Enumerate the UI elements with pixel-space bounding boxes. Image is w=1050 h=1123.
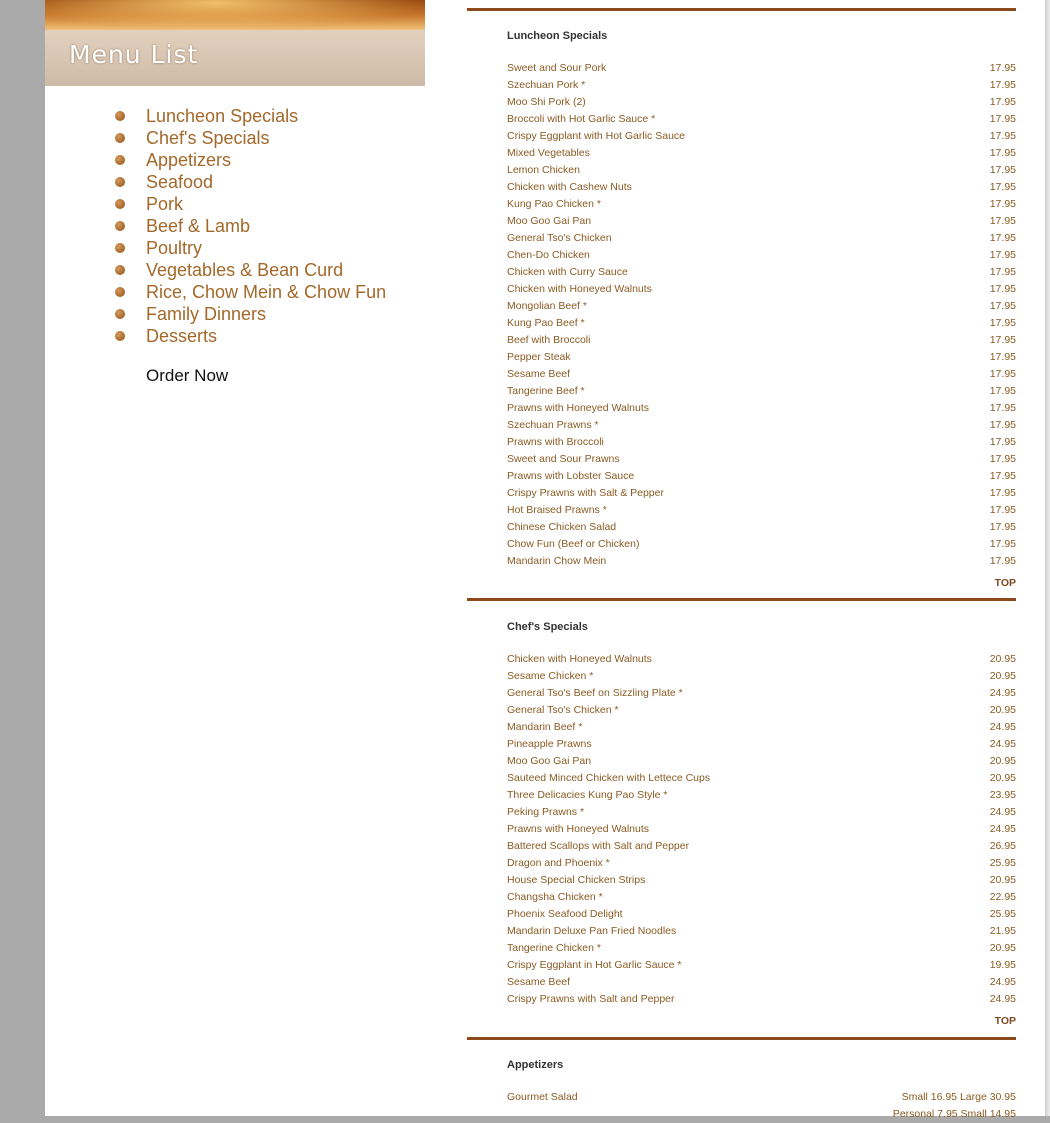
menu-item-row [507,60,1016,77]
menu-item-row [507,974,1016,991]
menu-item-price: 17.95 [989,113,1016,125]
bullet-icon [115,133,125,143]
menu-item-name: Szechuan Pork * [507,79,586,91]
menu-item-row [507,349,1016,366]
menu-item-name: General Tso's Chicken [507,232,612,244]
nav-label: Appetizers [146,150,232,170]
menu-item-price: 26.95 [989,840,1016,852]
menu-item-price: 17.95 [989,436,1016,448]
top-link[interactable]: TOP [994,577,1016,589]
menu-item-name: Lemon Chicken [507,164,580,176]
page [45,0,1045,1120]
menu-item-row [507,383,1016,400]
nav-item-luncheon-specials[interactable] [115,105,386,127]
menu-item-row [507,668,1016,685]
bullet-icon [115,155,125,165]
menu-item-name: Battered Scallops with Salt and Pepper [507,840,690,852]
menu-item-row [507,702,1016,719]
menu-item-price: 17.95 [989,232,1016,244]
nav-item-desserts[interactable] [115,325,386,347]
bullet-icon [115,287,125,297]
menu-item-price: 24.95 [989,976,1016,988]
menu-item-price: 17.95 [989,249,1016,261]
menu-item-price: 17.95 [989,368,1016,380]
menu-item-row [507,196,1016,213]
menu-item-price: 17.95 [989,130,1016,142]
menu-item-row [507,434,1016,451]
menu-item-price: 17.95 [989,198,1016,210]
nav-label: Family Dinners [146,304,267,324]
menu-item-name: Moo Goo Gai Pan [507,755,592,767]
menu-item-name: Sesame Chicken * [507,670,594,682]
menu-item-row [507,179,1016,196]
menu-item-name: House Special Chicken Strips [507,874,646,886]
menu-item-price: 24.95 [989,823,1016,835]
menu-item-name: Sesame Beef [507,368,571,380]
item-list [507,1089,1016,1123]
menu-item-price: 20.95 [989,670,1016,682]
bullet-icon [115,111,125,121]
item-list [507,60,1016,570]
menu-item-row [507,787,1016,804]
menu-item-row [507,315,1016,332]
section-title: Luncheon Specials [507,30,608,42]
menu-item-name: Crispy Eggplant with Hot Garlic Sauce [507,130,685,142]
nav-item-appetizers[interactable] [115,149,386,171]
menu-item-row [507,281,1016,298]
menu-item-row [507,736,1016,753]
nav-label: Rice, Chow Mein & Chow Fun [146,282,387,302]
menu-item-name: Three Delicacies Kung Pao Style * [507,789,668,801]
bullet-icon [115,199,125,209]
menu-item-row [507,451,1016,468]
bullet-icon [115,243,125,253]
menu-list-banner [45,0,425,86]
menu-item-price: 17.95 [989,164,1016,176]
order-now-link[interactable]: Order Now [146,366,229,385]
menu-item-name: Mandarin Deluxe Pan Fried Noodles [507,925,677,937]
menu-item-row [507,111,1016,128]
menu-item-row [507,94,1016,111]
menu-item-price: 17.95 [989,215,1016,227]
menu-item-row [507,753,1016,770]
menu-item-row [507,519,1016,536]
menu-item-price: 17.95 [989,385,1016,397]
menu-item-name: Mandarin Beef * [507,721,583,733]
menu-item-price: 17.95 [989,419,1016,431]
banner-food-photo [45,0,425,30]
menu-item-name: General Tso's Chicken * [507,704,619,716]
menu-item-name: Hot Braised Prawns * [507,504,607,516]
menu-item-price: 17.95 [989,487,1016,499]
menu-item-price: 17.95 [989,317,1016,329]
top-link[interactable]: TOP [994,1015,1016,1027]
menu-item-name: Crispy Prawns with Salt and Pepper [507,993,675,1005]
menu-item-price: 20.95 [989,704,1016,716]
menu-item-price: 17.95 [989,470,1016,482]
menu-item-name: Pepper Steak [507,351,571,363]
item-list [507,651,1016,1008]
menu-item-name: Kung Pao Chicken * [507,198,601,210]
menu-item-name: Tangerine Chicken * [507,942,601,954]
nav-label: Desserts [146,326,218,346]
menu-item-price: 25.95 [989,857,1016,869]
menu-item-price: 24.95 [989,687,1016,699]
menu-item-name: General Tso's Beef on Sizzling Plate * [507,687,683,699]
nav-item-rice-chow-mein[interactable] [115,281,386,303]
menu-item-row [507,651,1016,668]
menu-item-price: 17.95 [989,334,1016,346]
bullet-icon [115,331,125,341]
nav-label: Pork [146,194,184,214]
menu-item-price: 20.95 [989,874,1016,886]
menu-item-price: 17.95 [989,283,1016,295]
nav-label: Poultry [146,238,203,258]
nav-item-poultry[interactable] [115,237,386,259]
nav-item-chefs-specials[interactable] [115,127,386,149]
menu-item-name: Moo Shi Pork (2) [507,96,586,108]
menu-item-price: 17.95 [989,538,1016,550]
menu-item-price: 17.95 [989,402,1016,414]
menu-item-row [507,1106,1016,1123]
menu-item-row [507,923,1016,940]
menu-item-price: Personal 7.95 Small 14.95 [892,1108,1016,1120]
menu-item-row [507,213,1016,230]
nav-label: Vegetables & Bean Curd [146,260,344,280]
menu-item-row [507,502,1016,519]
menu-item-name: Prawns with Honeyed Walnuts [507,402,650,414]
menu-item-name: Mixed Vegetables [507,147,590,159]
menu-item-price: 17.95 [989,521,1016,533]
section-title: Chef's Specials [507,621,588,633]
menu-item-name: Dragon and Phoenix * [507,857,610,869]
menu-item-name: Chicken with Cashew Nuts [507,181,632,193]
menu-item-name: Mandarin Chow Mein [507,555,607,567]
nav-label: Seafood [146,172,214,192]
nav-item-vegetables-bean-curd[interactable] [115,259,386,281]
menu-item-row [507,821,1016,838]
page-edge-shadow [1045,0,1050,1116]
category-nav [115,105,386,347]
menu-item-row [507,889,1016,906]
menu-item-row [507,145,1016,162]
nav-label: Chef's Specials [146,128,270,148]
menu-item-name: Kung Pao Beef * [507,317,585,329]
section-divider [467,598,1016,601]
section-divider [467,1037,1016,1040]
menu-item-price: 17.95 [989,351,1016,363]
menu-item-row [507,872,1016,889]
menu-item-price: 19.95 [989,959,1016,971]
menu-item-price: 24.95 [989,738,1016,750]
menu-item-name: Chen-Do Chicken [507,249,590,261]
menu-item-row [507,906,1016,923]
menu-item-name: Chicken with Honeyed Walnuts [507,653,652,665]
menu-item-name: Prawns with Lobster Sauce [507,470,635,482]
menu-item-name: Sauteed Minced Chicken with Lettece Cups [507,772,711,784]
menu-item-row [507,366,1016,383]
menu-item-name: Broccoli with Hot Garlic Sauce * [507,113,656,125]
menu-item-row [507,838,1016,855]
bullet-icon [115,221,125,231]
menu-item-name: Crispy Prawns with Salt & Pepper [507,487,664,499]
nav-label: Beef & Lamb [146,216,251,236]
menu-item-price: 20.95 [989,755,1016,767]
menu-item-row [507,536,1016,553]
nav-item-seafood[interactable] [115,171,386,193]
banner-title: Menu List [69,40,199,69]
menu-item-row [507,991,1016,1008]
menu-item-price: 17.95 [989,555,1016,567]
section-divider [467,8,1016,11]
menu-item-row [507,128,1016,145]
menu-item-price: 22.95 [989,891,1016,903]
menu-item-name: Moo Goo Gai Pan [507,215,592,227]
menu-item-name: Chicken with Curry Sauce [507,266,628,278]
menu-item-row [507,400,1016,417]
menu-item-name: Peking Prawns * [507,806,585,818]
menu-item-name: Prawns with Honeyed Walnuts [507,823,650,835]
menu-item-name: Changsha Chicken * [507,891,603,903]
menu-item-row [507,855,1016,872]
menu-item-name: Sweet and Sour Prawns [507,453,620,465]
bullet-icon [115,309,125,319]
menu-item-price: 24.95 [989,993,1016,1005]
menu-item-row [507,485,1016,502]
menu-item-name: Phoenix Seafood Delight [507,908,623,920]
menu-item-name: Pineapple Prawns [507,738,592,750]
menu-item-row [507,230,1016,247]
menu-item-name: Crispy Eggplant in Hot Garlic Sauce * [507,959,682,971]
menu-item-price: 21.95 [989,925,1016,937]
menu-item-name: Chicken with Honeyed Walnuts [507,283,652,295]
menu-item-row [507,298,1016,315]
menu-item-row [507,162,1016,179]
menu-item-row [507,332,1016,349]
menu-item-name: Sweet and Sour Pork [507,62,607,74]
menu-item-row [507,719,1016,736]
menu-item-row [507,957,1016,974]
menu-item-price: 17.95 [989,181,1016,193]
menu-item-row [507,770,1016,787]
menu-item-row [507,417,1016,434]
bullet-icon [115,265,125,275]
menu-item-price: 17.95 [989,79,1016,91]
menu-item-price: 23.95 [989,789,1016,801]
menu-item-name: Mongolian Beef * [507,300,587,312]
menu-item-name: Chinese Chicken Salad [507,521,617,533]
menu-item-price: 17.95 [989,300,1016,312]
menu-item-price: 17.95 [989,453,1016,465]
menu-item-row [507,940,1016,957]
menu-item-row [507,1089,1016,1106]
menu-item-name: Szechuan Prawns * [507,419,599,431]
menu-item-price: 20.95 [989,942,1016,954]
section-title: Appetizers [507,1059,564,1071]
menu-item-name: Tangerine Beef * [507,385,585,397]
menu-item-price: 17.95 [989,96,1016,108]
menu-item-row [507,77,1016,94]
nav-item-beef-lamb[interactable] [115,215,386,237]
menu-item-price: 17.95 [989,266,1016,278]
menu-item-row [507,468,1016,485]
nav-item-pork[interactable] [115,193,386,215]
menu-item-price: 24.95 [989,806,1016,818]
menu-item-name: Gourmet Salad [507,1091,578,1103]
nav-label: Luncheon Specials [146,106,299,126]
menu-item-price: 20.95 [989,772,1016,784]
menu-item-price: 20.95 [989,653,1016,665]
menu-item-row [507,685,1016,702]
menu-item-name: Prawns with Broccoli [507,436,604,448]
menu-item-price: 17.95 [989,147,1016,159]
bullet-icon [115,177,125,187]
menu-item-row [507,804,1016,821]
menu-item-row [507,247,1016,264]
menu-item-price: 24.95 [989,721,1016,733]
menu-item-price: Small 16.95 Large 30.95 [901,1091,1016,1103]
menu-item-row [507,264,1016,281]
menu-item-price: 25.95 [989,908,1016,920]
nav-item-family-dinners[interactable] [115,303,386,325]
menu-item-name: Chow Fun (Beef or Chicken) [507,538,640,550]
menu-item-price: 17.95 [989,504,1016,516]
menu-item-row [507,553,1016,570]
menu-item-price: 17.95 [989,62,1016,74]
menu-item-name: Sesame Beef [507,976,571,988]
menu-item-name: Beef with Broccoli [507,334,591,346]
